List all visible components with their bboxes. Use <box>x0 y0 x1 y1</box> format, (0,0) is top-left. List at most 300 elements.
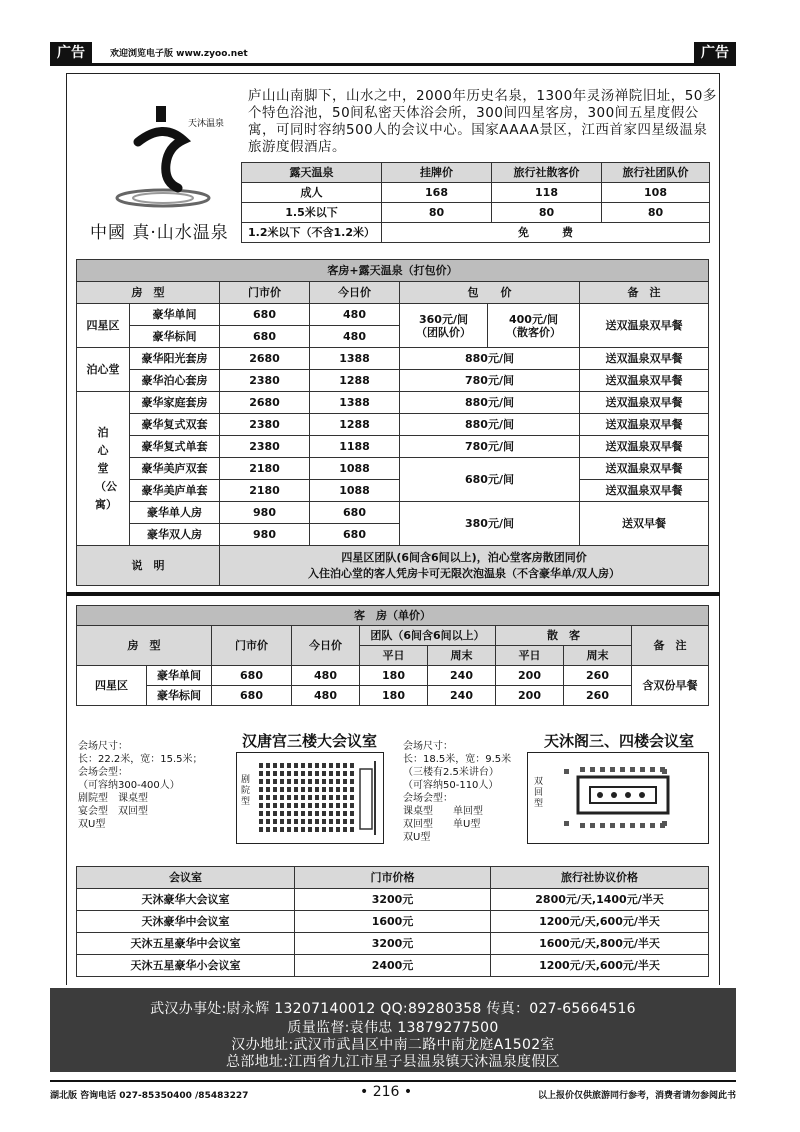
seat <box>343 795 347 800</box>
meeting-info-line: 剧院型 课桌型 <box>78 793 148 804</box>
seat <box>336 771 340 776</box>
room-header-note: 备 注 <box>580 282 709 304</box>
single-header-weekend: 周末 <box>564 646 632 666</box>
meeting-room-name: 天沐五星豪华中会议室 <box>77 933 295 955</box>
seat <box>287 803 291 808</box>
single-room-type: 豪华标间 <box>147 686 212 706</box>
room-today-price: 1388 <box>310 348 400 370</box>
seat <box>280 779 284 784</box>
single-price: 200 <box>496 686 564 706</box>
seat <box>308 795 312 800</box>
contact-line: 质量监督:袁伟忠 13879277500 <box>287 1020 499 1036</box>
seat <box>308 803 312 808</box>
contact-line: 总部地址:江西省九江市星子县温泉镇天沐温泉度假区 <box>226 1054 560 1070</box>
meeting-right-title: 天沐阁三、四楼会议室 <box>544 732 695 750</box>
meeting-info-line: 长：22.2米，宽：15.5米； <box>78 754 203 765</box>
seat <box>329 827 333 832</box>
room-note: 送双温泉双早餐 <box>580 392 709 414</box>
seat <box>315 771 319 776</box>
seat <box>350 763 354 768</box>
seat <box>315 811 319 816</box>
seat <box>343 803 347 808</box>
spring-swirl-icon <box>108 102 225 212</box>
seat <box>259 763 263 768</box>
meeting-door-price: 3200元 <box>295 889 491 911</box>
seat <box>336 779 340 784</box>
single-note: 含双份早餐 <box>632 666 709 706</box>
seat <box>280 771 284 776</box>
seat <box>336 787 340 792</box>
spring-cell: 80 <box>492 203 602 223</box>
room-door-price: 980 <box>220 524 310 546</box>
seat <box>280 811 284 816</box>
seat <box>329 771 333 776</box>
room-group-sixi: 四星区 <box>77 304 130 348</box>
single-room-type: 豪华单间 <box>147 666 212 686</box>
meeting-info-line: 课桌型 单回型 <box>403 806 483 817</box>
contact-footer <box>50 988 736 1072</box>
meeting-info-line: 会场会型： <box>403 793 453 804</box>
seat <box>287 763 291 768</box>
seat <box>322 795 326 800</box>
page-number: • 216 • <box>360 1084 413 1100</box>
chair <box>590 767 595 772</box>
seat <box>280 819 284 824</box>
seat <box>329 811 333 816</box>
meeting-info-line: 会场尺寸： <box>78 741 128 752</box>
single-price: 240 <box>428 686 496 706</box>
seat <box>294 819 298 824</box>
room-note: 送双温泉双早餐 <box>580 304 709 348</box>
seat <box>273 827 277 832</box>
room-door-price: 2380 <box>220 370 310 392</box>
spring-cell: 成人 <box>242 183 382 203</box>
room-door-price: 2180 <box>220 480 310 502</box>
seat <box>294 795 298 800</box>
room-group-boxin: 泊心堂 <box>77 348 130 392</box>
room-type: 豪华复式双套 <box>130 414 220 436</box>
meeting-agency-price: 2800元/天,1400元/半天 <box>491 889 709 911</box>
double-loop-graphic <box>528 753 707 842</box>
seat <box>266 763 270 768</box>
seat <box>273 803 277 808</box>
room-today-price: 1088 <box>310 480 400 502</box>
contact-line: 武汉办事处:尉永辉 13207140012 QQ:89280358 传真：027-65664516 <box>150 1001 636 1017</box>
single-price: 680 <box>212 666 292 686</box>
meeting-door-price: 3200元 <box>295 933 491 955</box>
meeting-door-price: 1600元 <box>295 911 491 933</box>
room-door-price: 2180 <box>220 458 310 480</box>
meeting-info-line: （可容纳50-110人） <box>403 780 499 791</box>
diagram-label: 剧院型 <box>241 775 251 807</box>
room-package-price: 780元/间 <box>400 370 580 392</box>
room-door-price: 680 <box>220 304 310 326</box>
single-header-weekend: 周末 <box>428 646 496 666</box>
seat <box>336 819 340 824</box>
single-price: 480 <box>292 666 360 686</box>
meeting-info-line: 双U型 <box>403 832 431 843</box>
seat <box>301 795 305 800</box>
chair <box>620 767 625 772</box>
seat <box>294 771 298 776</box>
meeting-info-line: 双回型 单U型 <box>403 819 481 830</box>
seat <box>266 795 270 800</box>
room-package-group: 360元/间 （团队价） <box>400 304 488 348</box>
logo-tagline: 中國 真·山水温泉 <box>90 223 229 243</box>
seat <box>273 779 277 784</box>
room-package-single: 400元/间 （散客价） <box>488 304 580 348</box>
theater-layout-diagram <box>236 752 384 844</box>
meeting-left-title: 汉唐宫三楼大会议室 <box>242 732 378 750</box>
chair <box>620 823 625 828</box>
chair <box>660 823 665 828</box>
seat <box>336 803 340 808</box>
intro-paragraph: 庐山山南脚下，山水之中，2000年历史名泉，1300年灵汤禅院旧址，50多个特色浴池，50间私密天体浴会所，300间四星客房，300间五星度假公寓，可同时容纳500人的会议中心。国家AAAA景区，江西首家四星级温泉旅游度假酒店。 <box>248 88 717 155</box>
room-package-price: 880元/间 <box>400 414 580 436</box>
chair <box>600 823 605 828</box>
meeting-info-line: 宴会型 双回型 <box>78 806 148 817</box>
diagram-label: 双回型 <box>534 777 544 809</box>
seat <box>322 787 326 792</box>
meeting-info-line: 长：18.5米，宽：9.5米 <box>403 754 512 765</box>
single-table-title: 客 房（单价） <box>77 606 709 626</box>
seat <box>308 771 312 776</box>
seat <box>294 811 298 816</box>
seat <box>350 819 354 824</box>
remarks-label: 说 明 <box>77 546 220 586</box>
seat <box>266 827 270 832</box>
room-note: 送双早餐 <box>580 502 709 546</box>
seat <box>343 787 347 792</box>
meeting-header: 旅行社协议价格 <box>491 867 709 889</box>
seat <box>280 763 284 768</box>
seat <box>287 811 291 816</box>
chair <box>580 823 585 828</box>
seat <box>336 811 340 816</box>
room-today-price: 680 <box>310 524 400 546</box>
room-note: 送双温泉双早餐 <box>580 480 709 502</box>
room-header-door: 门市价 <box>220 282 310 304</box>
spring-cell: 168 <box>382 183 492 203</box>
page-footer <box>50 1080 736 1100</box>
edition-phone: 湖北版 咨询电话 027-85350400 /85483227 <box>50 1091 249 1101</box>
seat <box>336 827 340 832</box>
section-divider <box>66 592 720 596</box>
seat <box>301 763 305 768</box>
seat <box>350 771 354 776</box>
seat <box>308 763 312 768</box>
room-package-price: 680元/间 <box>400 458 580 502</box>
room-note: 送双温泉双早餐 <box>580 436 709 458</box>
single-group-label: 四星区 <box>77 666 147 706</box>
room-type: 豪华家庭套房 <box>130 392 220 414</box>
seat <box>287 819 291 824</box>
seat <box>259 795 263 800</box>
room-type: 豪华双人房 <box>130 524 220 546</box>
seat <box>294 763 298 768</box>
seat <box>329 795 333 800</box>
room-note: 送双温泉双早餐 <box>580 414 709 436</box>
seat <box>259 811 263 816</box>
seat <box>259 819 263 824</box>
meeting-agency-price: 1200元/天,600元/半天 <box>491 911 709 933</box>
seat <box>301 803 305 808</box>
chair <box>640 823 645 828</box>
seat <box>343 827 347 832</box>
seat <box>301 779 305 784</box>
seat <box>350 787 354 792</box>
seat <box>280 827 284 832</box>
seat <box>287 779 291 784</box>
seat <box>322 819 326 824</box>
seat <box>336 795 340 800</box>
room-table-title: 客房+露天温泉（打包价） <box>77 260 709 282</box>
disclaimer: 以上报价仅供旅游同行参考，消费者请勿参阅此书 <box>537 1091 736 1101</box>
room-note: 送双温泉双早餐 <box>580 458 709 480</box>
seat <box>259 771 263 776</box>
seat <box>308 787 312 792</box>
room-header-today: 今日价 <box>310 282 400 304</box>
room-package-table <box>76 259 709 586</box>
meeting-right-info <box>403 740 511 844</box>
spring-price-table <box>241 162 710 243</box>
ad-tag-left: 广告 <box>50 42 92 64</box>
seat <box>329 787 333 792</box>
spring-header: 挂牌价 <box>382 163 492 183</box>
room-today-price: 1288 <box>310 414 400 436</box>
seat <box>280 795 284 800</box>
room-package-price: 880元/间 <box>400 392 580 414</box>
meeting-info-line: （可容纳300-400人） <box>78 780 180 791</box>
chair <box>630 823 635 828</box>
seat <box>322 779 326 784</box>
seat <box>266 819 270 824</box>
single-header-fit: 散 客 <box>496 626 632 646</box>
single-header-weekday: 平日 <box>360 646 428 666</box>
seat <box>315 803 319 808</box>
seat <box>315 795 319 800</box>
seat <box>273 771 277 776</box>
room-today-price: 680 <box>310 502 400 524</box>
seat <box>301 811 305 816</box>
single-header-group: 团队（6间含6间以上） <box>360 626 496 646</box>
seat <box>273 819 277 824</box>
seat <box>266 771 270 776</box>
single-price: 200 <box>496 666 564 686</box>
meeting-info-line: 双U型 <box>78 819 106 830</box>
spring-header: 旅行社散客价 <box>492 163 602 183</box>
room-door-price: 2380 <box>220 414 310 436</box>
room-type: 豪华复式单套 <box>130 436 220 458</box>
seat <box>308 819 312 824</box>
seat <box>308 827 312 832</box>
room-today-price: 1088 <box>310 458 400 480</box>
room-note: 送双温泉双早餐 <box>580 370 709 392</box>
seat <box>315 819 319 824</box>
seat <box>301 819 305 824</box>
seat <box>301 787 305 792</box>
seat <box>294 787 298 792</box>
spring-cell: 118 <box>492 183 602 203</box>
seat <box>287 787 291 792</box>
seat <box>294 803 298 808</box>
seat <box>273 811 277 816</box>
ad-header-bar <box>50 42 736 66</box>
theater-seats-graphic <box>237 753 382 842</box>
room-type: 豪华单人房 <box>130 502 220 524</box>
room-today-price: 480 <box>310 326 400 348</box>
room-door-price: 2680 <box>220 392 310 414</box>
meeting-price-table <box>76 866 709 977</box>
chair <box>650 823 655 828</box>
single-room-table <box>76 605 709 706</box>
seat <box>350 779 354 784</box>
seat <box>301 827 305 832</box>
room-package-price: 380元/间 <box>400 502 580 546</box>
spring-free-label: 1.2米以下（不含1.2米） <box>242 223 382 243</box>
meeting-room-name: 天沐豪华中会议室 <box>77 911 295 933</box>
welcome-text: 欢迎浏览电子版 www.zyoo.net <box>110 49 248 59</box>
seat <box>322 771 326 776</box>
seat <box>343 779 347 784</box>
single-price: 260 <box>564 666 632 686</box>
single-price: 260 <box>564 686 632 706</box>
meeting-agency-price: 1600元/天,800元/半天 <box>491 933 709 955</box>
chair <box>564 769 569 774</box>
room-note: 送双温泉双早餐 <box>580 348 709 370</box>
remark-line: 四星区团队(6间含6间以上)，泊心堂客房散团同价 <box>341 550 587 564</box>
spring-header: 旅行社团队价 <box>602 163 710 183</box>
seat <box>343 811 347 816</box>
seat <box>273 787 277 792</box>
room-today-price: 1188 <box>310 436 400 458</box>
ad-tag-right: 广告 <box>694 42 736 64</box>
single-header-weekday: 平日 <box>496 646 564 666</box>
chair <box>660 767 665 772</box>
room-today-price: 1388 <box>310 392 400 414</box>
seat <box>336 763 340 768</box>
meeting-info-line: 会场尺寸： <box>403 741 453 752</box>
seat <box>259 827 263 832</box>
seat <box>329 779 333 784</box>
seat <box>350 795 354 800</box>
seat <box>294 827 298 832</box>
chair <box>590 823 595 828</box>
spring-cell: 80 <box>382 203 492 223</box>
seat <box>350 803 354 808</box>
spring-cell: 108 <box>602 183 710 203</box>
seat <box>322 811 326 816</box>
room-type: 豪华标间 <box>130 326 220 348</box>
seat <box>280 803 284 808</box>
seat <box>322 827 326 832</box>
chair <box>580 767 585 772</box>
seat <box>259 779 263 784</box>
seat <box>329 819 333 824</box>
chair <box>630 767 635 772</box>
seat <box>350 811 354 816</box>
seat <box>322 803 326 808</box>
seat <box>343 819 347 824</box>
meeting-left-info <box>78 740 203 831</box>
room-door-price: 980 <box>220 502 310 524</box>
seat <box>287 827 291 832</box>
seat <box>308 779 312 784</box>
seat <box>350 827 354 832</box>
room-package-price: 780元/间 <box>400 436 580 458</box>
seat <box>343 763 347 768</box>
single-header-type: 房 型 <box>77 626 212 666</box>
seat <box>280 787 284 792</box>
room-today-price: 480 <box>310 304 400 326</box>
single-price: 180 <box>360 666 428 686</box>
single-header-today: 今日价 <box>292 626 360 666</box>
meeting-info-line: 会场会型： <box>78 767 128 778</box>
meeting-room-name: 天沐五星豪华小会议室 <box>77 955 295 977</box>
logo-vertical-text: 天沐温泉 <box>188 119 225 129</box>
single-price: 240 <box>428 666 496 686</box>
seat <box>308 811 312 816</box>
single-price: 180 <box>360 686 428 706</box>
seat <box>287 771 291 776</box>
seat <box>315 827 319 832</box>
seat <box>301 771 305 776</box>
seat <box>343 771 347 776</box>
seat <box>259 803 263 808</box>
chair <box>610 767 615 772</box>
spring-header: 露天温泉 <box>242 163 382 183</box>
spring-cell: 1.5米以下 <box>242 203 382 223</box>
room-header-package: 包 价 <box>400 282 580 304</box>
seat <box>266 811 270 816</box>
chair <box>610 823 615 828</box>
room-type: 豪华美庐单套 <box>130 480 220 502</box>
chair <box>564 821 569 826</box>
seat <box>273 795 277 800</box>
single-price: 680 <box>212 686 292 706</box>
chair <box>640 767 645 772</box>
single-header-note: 备 注 <box>632 626 709 666</box>
room-header-type: 房 型 <box>77 282 220 304</box>
room-door-price: 2380 <box>220 436 310 458</box>
seat <box>315 787 319 792</box>
single-price: 480 <box>292 686 360 706</box>
room-today-price: 1288 <box>310 370 400 392</box>
seat <box>266 803 270 808</box>
meeting-header: 门市价格 <box>295 867 491 889</box>
contact-line: 汉办地址:武汉市武昌区中南二路中南龙庭A1502室 <box>231 1037 555 1053</box>
seat <box>273 763 277 768</box>
seat <box>329 803 333 808</box>
seat <box>322 763 326 768</box>
room-type: 豪华阳光套房 <box>130 348 220 370</box>
single-header-door: 门市价 <box>212 626 292 666</box>
spring-cell: 80 <box>602 203 710 223</box>
seat <box>315 779 319 784</box>
spring-free-value: 免 费 <box>382 223 710 243</box>
meeting-door-price: 2400元 <box>295 955 491 977</box>
seat <box>287 795 291 800</box>
seat <box>266 787 270 792</box>
room-door-price: 680 <box>220 326 310 348</box>
room-type: 豪华泊心套房 <box>130 370 220 392</box>
chair <box>600 767 605 772</box>
room-group-apartment: 泊心堂（公寓） <box>77 392 130 546</box>
room-type: 豪华美庐双套 <box>130 458 220 480</box>
remark-line: 入住泊心堂的客人凭房卡可无限次泡温泉（不含豪华单/双人房） <box>308 566 621 580</box>
seat <box>266 779 270 784</box>
double-loop-layout-diagram <box>527 752 709 844</box>
